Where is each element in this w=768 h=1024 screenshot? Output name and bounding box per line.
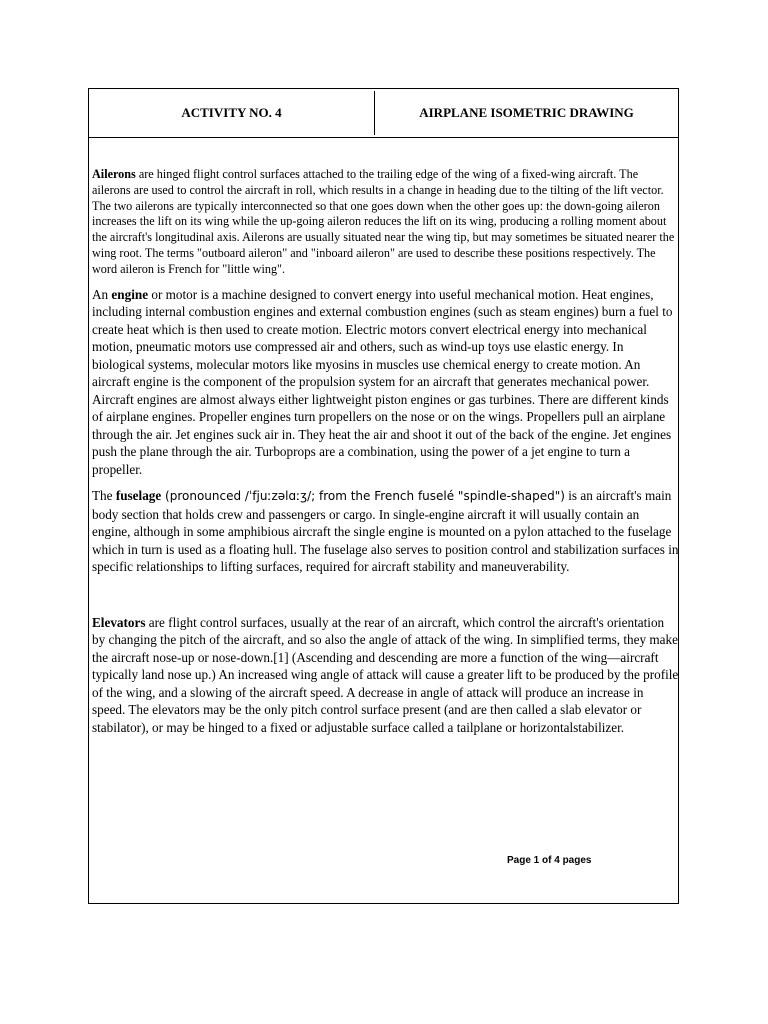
fuselage-pronunciation: (pronounced /ˈfjuːzəlɑːʒ/; from the French fuselé "spindle-shaped") bbox=[161, 489, 565, 504]
elevators-paragraph bbox=[92, 614, 679, 737]
elevators-term: Elevators bbox=[92, 614, 146, 630]
fuselage-paragraph bbox=[92, 487, 679, 576]
engine-prefix: An bbox=[92, 286, 112, 302]
engine-term: engine bbox=[111, 286, 149, 302]
page-number: Page 1 of 4 pages bbox=[507, 855, 592, 866]
body-content bbox=[92, 167, 679, 736]
engine-text: or motor is a machine designed to convert energy into useful mechanical motion. Heat engines, including internal combustion engines and external combustion engines (such as steam engines) burn a fuel to create heat which is then used to create motion. Electric motors convert electrical energy into mechanical motion, pneumatic motors use compressed air and others, such as wind-up toys use elastic energy. In biological systems, molecular motors like myosins in muscles use chemical energy to create motion. An aircraft engine is the component of the propulsion system for an aircraft that generates mechanical power. Aircraft engines are almost always either lightweight piston engines or gas turbines. There are different kinds of airplane engines. Propeller engines turn propellers on the nose or on the wings. Propellers pull an airplane through the air. Jet engines suck air in. They heat the air and shoot it out of the back of the engine. Jet engines push the plane through the air. Turboprops are a combination, using the power of a jet engine to turn a propeller. bbox=[92, 286, 673, 477]
page-frame bbox=[88, 88, 679, 904]
activity-number: ACTIVITY NO. 4 bbox=[181, 105, 282, 120]
elevators-text: are flight control surfaces, usually at the rear of an aircraft, which control the aircraft's orientation by changing the pitch of the aircraft, and so also the angle of attack of the wing. In simplified terms, they make the aircraft nose-up or nose-down.[1] (Ascending and descending are more a function of the wing—aircraft typically land nose up.) An increased wing angle of attack will cause a greater lift to be produced by the profile of the wing, and a slowing of the aircraft speed. A decrease in angle of attack will produce an increase in speed. The elevators may be the only pitch control surface present (and are then called a slab elevator or stabilator), or may be hinged to a fixed or adjustable surface called a tailplane or horizontalstabilizer. bbox=[92, 614, 679, 735]
fuselage-term: fuselage bbox=[115, 488, 162, 504]
fuselage-text: is an aircraft's main body section that holds crew and passengers or cargo. In single-engine aircraft it will usually contain an engine, although in some amphibious aircraft the single engine is mounted on a pylon attached to the fuselage which in turn is used as a floating hull. The fuselage also serves to position control and stabilization surfaces in specific relationships to lifting surfaces, required for aircraft stability and maneuverability. bbox=[92, 488, 679, 575]
engine-paragraph bbox=[92, 286, 679, 479]
fuselage-prefix: The bbox=[92, 488, 116, 504]
ailerons-term: Ailerons bbox=[92, 167, 136, 181]
activity-title: AIRPLANE ISOMETRIC DRAWING bbox=[419, 105, 634, 120]
header-table bbox=[89, 89, 678, 138]
ailerons-text: are hinged flight control surfaces attached to the trailing edge of the wing of a fixed-wing aircraft. The ailerons are used to control the aircraft in roll, which results in a change in heading due to the tilting of the lift vector. The two ailerons are typically interconnected so that one goes down when the other goes up: the down-going aileron increases the lift on its wing while the up-going aileron reduces the lift on its wing, producing a rolling moment about the aircraft's longitudinal axis. Ailerons are usually situated near the wing tip, but may sometimes be situated nearer the wing root. The terms "outboard aileron" and "inboard aileron" are used to describe these positions respectively. The word aileron is French for "little wing". bbox=[92, 167, 675, 276]
ailerons-paragraph bbox=[92, 167, 679, 278]
